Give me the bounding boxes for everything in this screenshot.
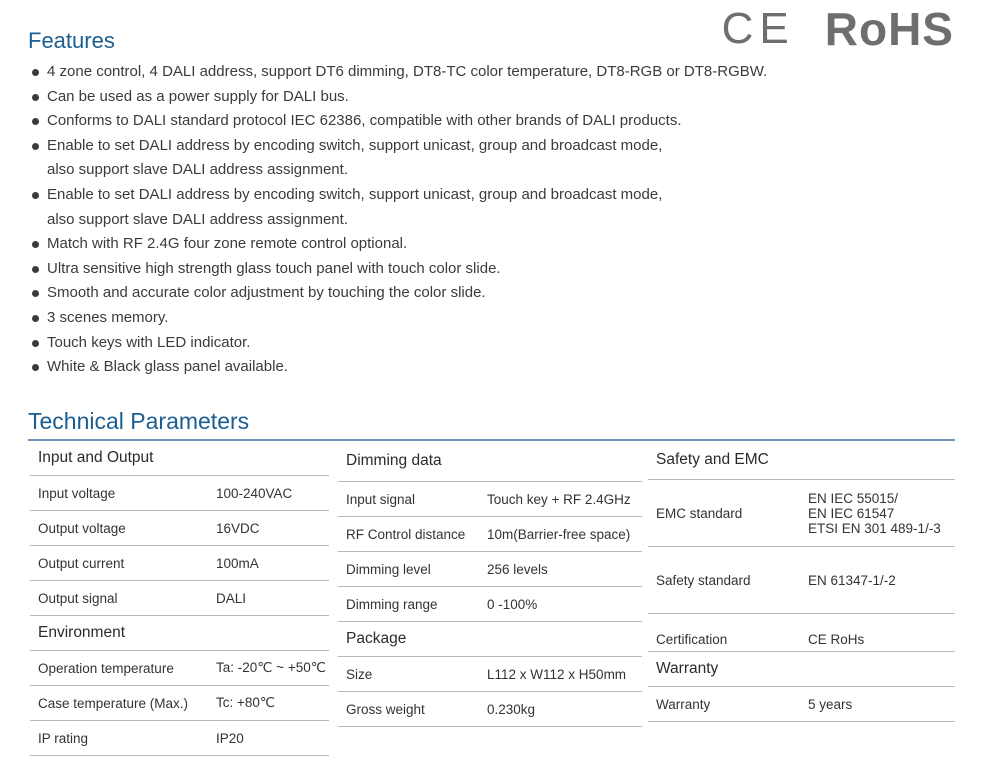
param-value: 0.230kg	[487, 701, 536, 717]
param-label: Safety standard	[656, 572, 751, 588]
param-label: RF Control distance	[346, 526, 466, 542]
bullet-icon	[32, 340, 39, 347]
table-row	[30, 651, 329, 686]
warranty-header: Warranty	[648, 652, 955, 687]
bullet-icon	[32, 192, 39, 199]
features-list	[30, 60, 810, 380]
bullet-icon	[32, 143, 39, 150]
feature-item	[30, 355, 810, 380]
feature-text: 3 scenes memory.	[47, 308, 169, 326]
param-label: Output current	[38, 555, 125, 571]
param-label: Operation temperature	[38, 660, 174, 676]
param-label: Gross weight	[346, 701, 425, 717]
features-title: Features	[28, 28, 115, 53]
bullet-icon	[32, 94, 39, 101]
table-row	[648, 547, 955, 614]
param-label: Input voltage	[38, 485, 116, 501]
param-value: 256 levels	[487, 561, 548, 577]
table-row	[338, 517, 642, 552]
param-value: IP20	[216, 730, 244, 746]
feature-item	[30, 60, 810, 85]
parameters-column-input-environment	[30, 441, 329, 756]
table-row	[30, 511, 329, 546]
feature-text: Touch keys with LED indicator.	[47, 333, 251, 351]
bullet-icon	[32, 266, 39, 273]
ce-logo: CE	[721, 4, 795, 53]
technical-parameters-title: Technical Parameters	[28, 408, 250, 434]
param-label: Size	[346, 666, 373, 682]
table-row	[30, 721, 329, 756]
param-value: 10m(Barrier-free space)	[487, 526, 631, 542]
input-output-header: Input and Output	[30, 441, 329, 476]
table-row	[30, 546, 329, 581]
parameters-column-safety-warranty	[648, 441, 955, 722]
table-row	[648, 480, 955, 547]
param-value: 0 -100%	[487, 596, 538, 612]
bullet-icon	[32, 241, 39, 248]
rohs-logo: RoHS	[824, 3, 954, 55]
table-row	[648, 687, 955, 722]
table-row	[30, 581, 329, 616]
param-value: CE RoHs	[808, 632, 865, 647]
feature-item	[30, 331, 810, 356]
param-value: 100-240VAC	[216, 485, 293, 501]
table-row	[338, 482, 642, 517]
bullet-icon	[32, 118, 39, 125]
package-header: Package	[338, 622, 642, 657]
environment-header: Environment	[30, 616, 329, 651]
table-row	[338, 727, 642, 761]
feature-text: White & Black glass panel available.	[47, 358, 288, 376]
table-row	[338, 657, 642, 692]
param-label: Input signal	[346, 491, 416, 507]
dimming-data-header: Dimming data	[338, 441, 642, 482]
table-row	[338, 587, 642, 622]
param-label: EMC standard	[656, 505, 743, 521]
feature-item	[30, 109, 810, 134]
feature-item	[30, 183, 810, 232]
feature-text: Ultra sensitive high strength glass touch panel with touch color slide.	[47, 259, 501, 277]
param-value: Touch key + RF 2.4GHz	[487, 491, 631, 507]
param-label: Dimming range	[346, 596, 438, 612]
parameters-column-dimming-package	[338, 441, 642, 761]
param-label: IP rating	[38, 730, 89, 746]
feature-text: Can be used as a power supply for DALI bus.	[47, 87, 349, 105]
param-label: Certification	[656, 632, 728, 647]
feature-item	[30, 232, 810, 257]
feature-item	[30, 85, 810, 110]
safety-emc-header: Safety and EMC	[648, 441, 955, 480]
param-label: Warranty	[656, 696, 711, 712]
table-row	[30, 476, 329, 511]
bullet-icon	[32, 315, 39, 322]
feature-item	[30, 281, 810, 306]
certification-logos	[722, 2, 954, 56]
bullet-icon	[32, 364, 39, 371]
param-value: DALI	[216, 590, 247, 606]
feature-text: 4 zone control, 4 DALI address, support DT6 dimming, DT8-TC color temperature, DT8-RGB or DT8-RGBW.	[47, 63, 768, 80]
feature-text: Enable to set DALI address by encoding switch, support unicast, group and broadcast mode, also support slave DALI address assignment.	[47, 185, 663, 228]
param-label: Dimming level	[346, 561, 431, 577]
param-label: Output signal	[38, 590, 118, 606]
bullet-icon	[32, 69, 39, 76]
param-value: EN 61347-1/-2	[808, 572, 896, 588]
bullet-icon	[32, 290, 39, 297]
feature-text: Smooth and accurate color adjustment by touching the color slide.	[47, 284, 486, 302]
param-value: EN IEC 55015/ EN IEC 61547 ETSI EN 301 489-1/-3	[808, 490, 941, 536]
feature-text: Match with RF 2.4G four zone remote control optional.	[47, 235, 408, 253]
feature-item	[30, 134, 810, 183]
feature-text: Enable to set DALI address by encoding switch, support unicast, group and broadcast mode, also support slave DALI address assignment.	[47, 136, 663, 179]
param-value: Tc: +80℃	[216, 695, 276, 710]
param-value: Ta: -20℃ ~ +50℃	[216, 660, 326, 675]
param-value: 16VDC	[216, 520, 260, 536]
feature-text: Conforms to DALI standard protocol IEC 62386, compatible with other brands of DALI products.	[47, 112, 682, 130]
table-row	[338, 552, 642, 587]
table-row	[30, 686, 329, 721]
feature-item	[30, 257, 810, 282]
feature-item	[30, 306, 810, 331]
table-row	[648, 614, 955, 652]
param-value: 5 years	[808, 696, 853, 712]
param-label: Output voltage	[38, 520, 126, 536]
param-value: L112 x W112 x H50mm	[487, 666, 627, 682]
param-value: 100mA	[216, 555, 259, 571]
param-label: Case temperature (Max.)	[38, 695, 189, 711]
table-row	[338, 692, 642, 727]
